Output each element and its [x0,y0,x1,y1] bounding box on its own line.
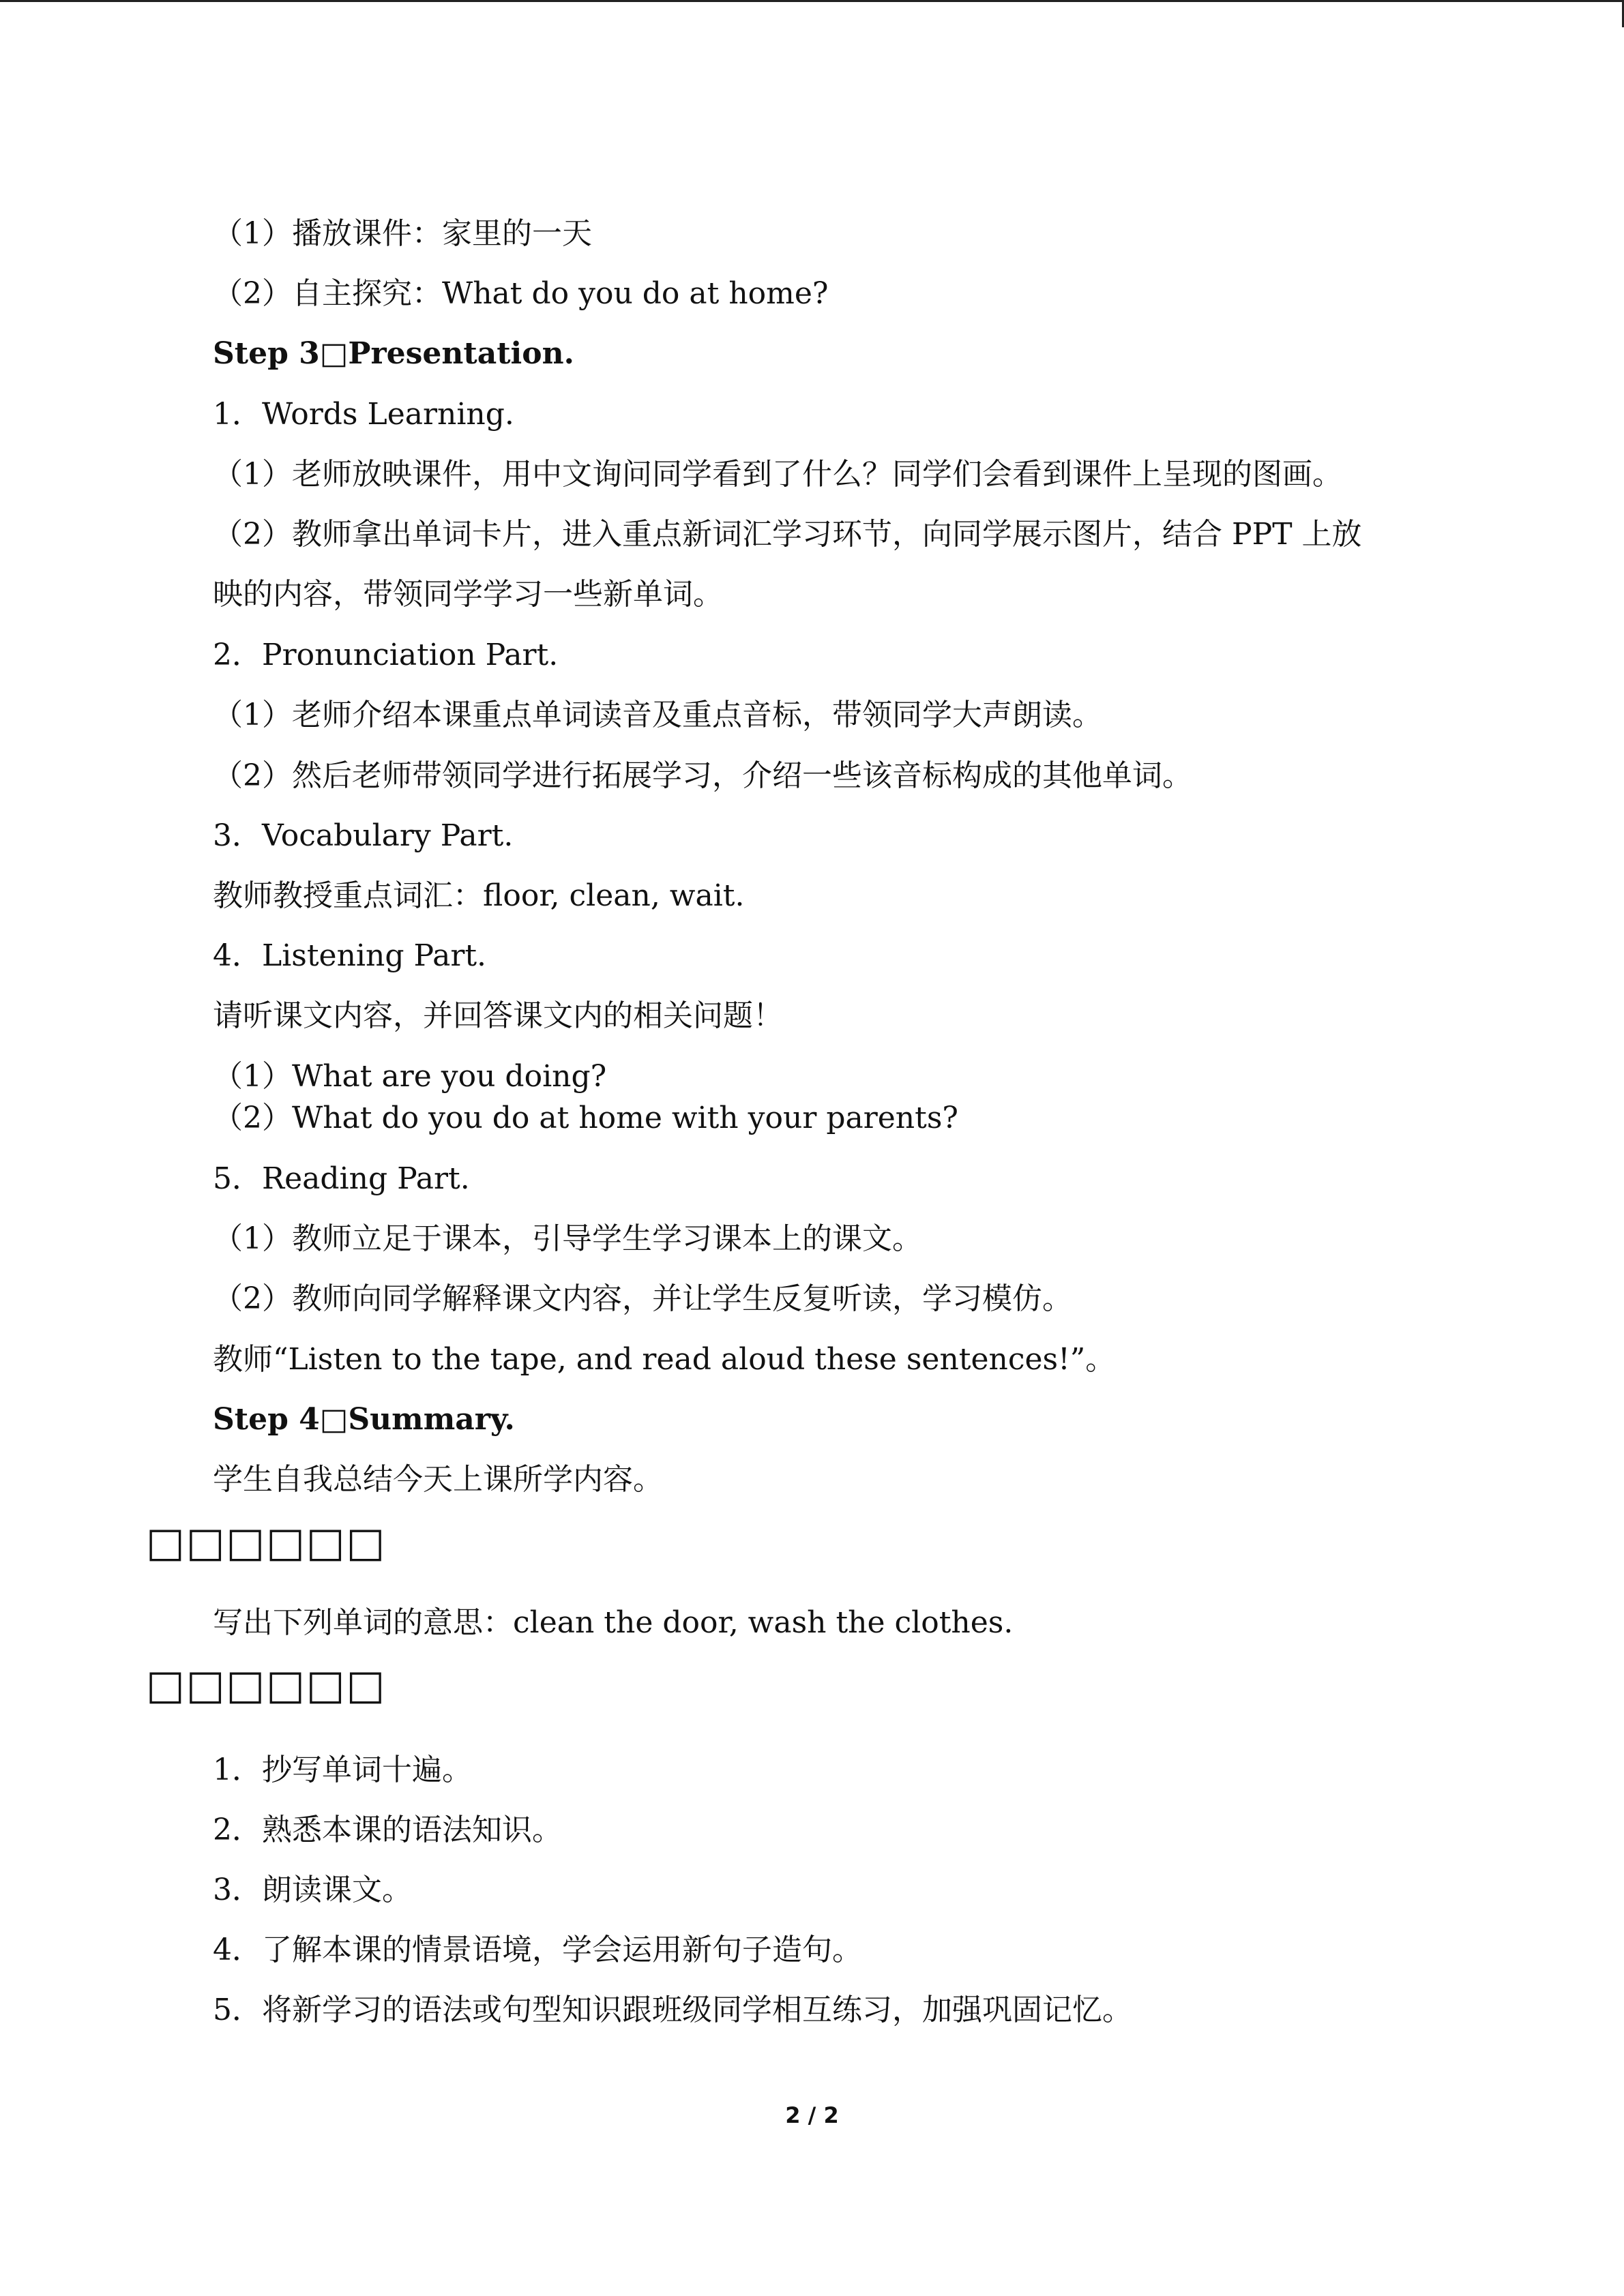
homework-item-1: 1．抄写单词十遍。 [213,1753,472,1787]
homework-item-4: 4．了解本课的情景语境，学会运用新句子造句。 [213,1933,862,1967]
vocabulary-title: 3．Vocabulary Part. [213,818,514,853]
step4-heading: Step 4□Summary. [213,1402,515,1437]
pronunciation-title: 2．Pronunciation Part. [213,638,559,672]
step2-item-2: （2）自主探究：What do you do at home? [213,276,829,311]
reading-item-2: （2）教师向同学解释课文内容，并让学生反复听读，学习模仿。 [213,1281,1072,1316]
reading-item-3: 教师“Listen to the tape, and read aloud these sentences!”。 [213,1342,1116,1377]
step2-item-1: （1）播放课件：家里的一天 [213,216,592,251]
step3-heading: Step 3□Presentation. [213,336,574,371]
summary-content: 学生自我总结今天上课所学内容。 [213,1462,663,1497]
words-learning-title: 1．Words Learning. [213,397,514,432]
vocabulary-content: 教师教授重点词汇：floor, clean, wait. [213,878,745,913]
pronunciation-item-1: （1）老师介绍本课重点单词读音及重点音标，带领同学大声朗读。 [213,698,1102,732]
listening-question-1: （1）What are you doing? [213,1059,607,1094]
words-learning-item-2: （2）教师拿出单词卡片，进入重点新词汇学习环节，向同学展示图片，结合 PPT 上放 [213,517,1362,552]
reading-title: 5．Reading Part. [213,1161,470,1196]
section-heading-homework: □□□□□□ [146,1661,387,1709]
words-learning-item-2-cont: 映的内容，带领同学学习一些新单词。 [213,577,723,612]
reading-item-1: （1）教师立足于课本，引导学生学习课本上的课文。 [213,1221,922,1256]
listening-question-2: （2）What do you do at home with your parents? [213,1101,958,1135]
exercise-content: 写出下列单词的意思：clean the door, wash the clothes. [213,1605,1014,1640]
homework-item-5: 5．将新学习的语法或句型知识跟班级同学相互练习，加强巩固记忆。 [213,1993,1132,2027]
listening-title: 4．Listening Part. [213,938,487,973]
words-learning-item-1: （1）老师放映课件，用中文询问同学看到了什么？同学们会看到课件上呈现的图画。 [213,457,1342,492]
section-heading-exercise: □□□□□□ [146,1519,387,1566]
homework-item-2: 2．熟悉本课的语法知识。 [213,1813,562,1847]
listening-instruction: 请听课文内容，并回答课文内的相关问题！ [213,998,783,1033]
homework-item-3: 3．朗读课文。 [213,1873,412,1907]
page-number: 2 / 2 [785,2102,839,2128]
pronunciation-item-2: （2）然后老师带领同学进行拓展学习，介绍一些该音标构成的其他单词。 [213,758,1192,793]
